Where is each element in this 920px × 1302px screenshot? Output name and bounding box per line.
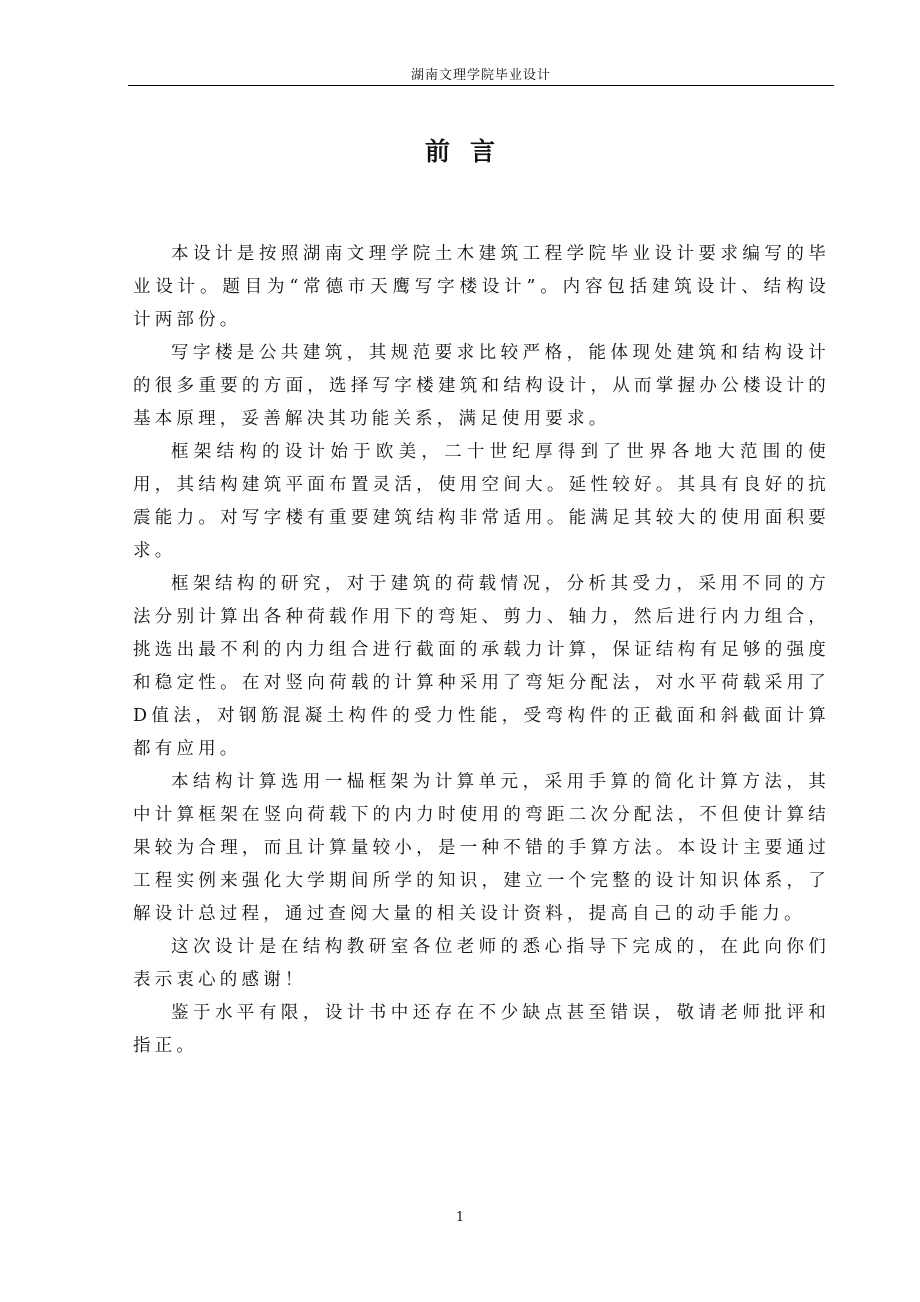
paragraph-4: 框架结构的研究，对于建筑的荷载情况，分析其受力，采用不同的方法分别计算出各种荷载作用下的弯矩、剪力、轴力，然后进行内力组合，挑选出最不利的内力组合进行截面的承载力计算，保证结构有足够的强度和稳定性。在对竖向荷载的计算种采用了弯矩分配法，对水平荷载采用了D值法，对钢筋混凝土构件的受力性能，受弯构件的正截面和斜截面计算都有应用。 <box>133 574 830 759</box>
page-title: 前言 <box>424 137 515 166</box>
header-rule <box>128 85 834 86</box>
paragraph-6: 这次设计是在结构教研室各位老师的悉心指导下完成的，在此向你们表示衷心的感谢！ <box>133 937 830 990</box>
paragraph-5: 本结构计算选用一榀框架为计算单元，采用手算的简化计算方法，其中计算框架在竖向荷载下的内力时使用的弯距二次分配法，不但使计算结果较为合理，而且计算量较小，是一种不错的手算方法。本设计主要通过工程实例来强化大学期间所学的知识，建立一个完整的设计知识体系，了解设计总过程，通过查阅大量的相关设计资料，提高自己的动手能力。 <box>133 772 830 924</box>
page-header: 湖南文理学院毕业设计 <box>410 68 551 83</box>
paragraph-2: 写字楼是公共建筑，其规范要求比较严格，能体现处建筑和结构设计的很多重要的方面，选择写字楼建筑和结构设计，从而掌握办公楼设计的基本原理，妥善解决其功能关系，满足使用要求。 <box>133 343 830 429</box>
paragraph-7: 鉴于水平有限，设计书中还存在不少缺点甚至错误，敬请老师批评和指正。 <box>133 1003 830 1056</box>
paragraph-3: 框架结构的设计始于欧美，二十世纪厚得到了世界各地大范围的使用，其结构建筑平面布置灵活，使用空间大。延性较好。其具有良好的抗震能力。对写字楼有重要建筑结构非常适用。能满足其较大的使用面积要求。 <box>133 442 830 561</box>
paragraph-1: 本设计是按照湖南文理学院土木建筑工程学院毕业设计要求编写的毕业设计。题目为“常德市天鹰写字楼设计”。内容包括建筑设计、结构设计两部份。 <box>133 244 830 330</box>
document-body <box>133 238 830 1063</box>
page-number: 1 <box>455 1210 465 1225</box>
